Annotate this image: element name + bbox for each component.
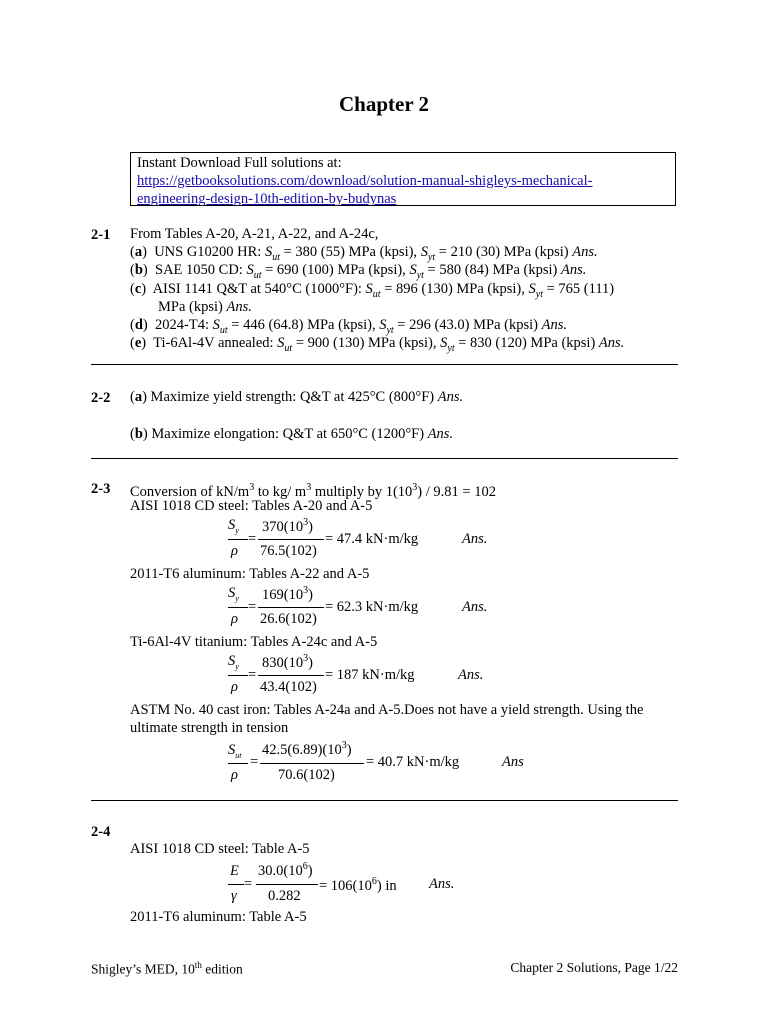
problem-2-3-castiron-label-cont: ultimate strength in tension — [130, 720, 289, 736]
problem-2-3-castiron-label: ASTM No. 40 cast iron: Tables A-24a and A-5.Does not have a yield strength. Using the — [130, 702, 644, 718]
divider — [91, 800, 678, 801]
page-title: Chapter 2 — [338, 92, 430, 116]
footer-page-number: Chapter 2 Solutions, Page 1/22 — [510, 960, 678, 975]
download-notice-box — [130, 152, 676, 206]
problem-2-4-aluminum-label: 2011-T6 aluminum: Table A-5 — [130, 909, 307, 925]
problem-2-3-conversion: Conversion of $kN/m^3$ to kg/ $m^3$ multiply by $1(10^3) / 9.81 = 102$ — [130, 482, 496, 500]
divider — [91, 364, 678, 365]
problem-number-2-4: 2-4 — [91, 824, 111, 840]
solutions-link[interactable] — [137, 173, 592, 207]
problem-2-1-part-d: (d) 2024-T4: $S_{ut} = 446$ (64.8) MPa (kpsi), $S_{yt} = 296$ (43.0) MPa (kpsi) Ans. — [130, 317, 567, 336]
problem-number-2-3: 2-3 — [91, 481, 111, 497]
problem-2-1-part-c: (c) AISI 1141 Q&T at 540°C (1000°F): $S_{ut} = 896$ (130) MPa (kpsi), $S_{yt} = 765$ (111) — [130, 281, 615, 300]
solutions-link-line1[interactable]: https://getbooksolutions.com/download/solution-manual-shigleys-mechanical- — [137, 173, 593, 189]
problem-2-2-part-b: (b) Maximize elongation: Q&T at 650°C (1200°F) Ans. — [130, 426, 454, 442]
problem-2-3-steel-label: AISI 1018 CD steel: Tables A-20 and A-5 — [130, 498, 373, 514]
problem-2-1-intro: From Tables A-20, A-21, A-22, and A-24c, — [130, 226, 379, 242]
problem-2-2-part-a: (a) Maximize yield strength: Q&T at 425°C (800°F) Ans. — [130, 389, 464, 405]
problem-2-4-steel-label: AISI 1018 CD steel: Table A-5 — [130, 841, 310, 857]
divider — [91, 458, 678, 459]
problem-number-2-1: 2-1 — [91, 227, 111, 243]
problem-2-1-part-a: (a) UNS G10200 HR: $S_{ut} = 380$ (55) MPa (kpsi), $S_{yt} = 210$ (30) MPa (kpsi) Ans. — [130, 244, 598, 263]
footer-edition: Shigley’s MED, 10th edition — [91, 960, 243, 977]
problem-2-1-part-b: (b) SAE 1050 CD: $S_{ut} = 690$ (100) MPa (kpsi), $S_{yt} = 580$ (84) MPa (kpsi) Ans. — [130, 262, 587, 281]
notice-text: Instant Download Full solutions at: — [137, 155, 342, 171]
solutions-link-line2[interactable]: engineering-design-10th-edition-by-budynas — [137, 191, 397, 207]
problem-2-1-part-c-cont: MPa (kpsi) Ans. — [158, 299, 252, 315]
problem-2-3-titanium-label: Ti-6Al-4V titanium: Tables A-24c and A-5 — [130, 634, 378, 650]
problem-2-3-aluminum-label: 2011-T6 aluminum: Tables A-22 and A-5 — [130, 566, 370, 582]
problem-2-1-part-e: (e) Ti-6Al-4V annealed: $S_{ut} = 900$ (130) MPa (kpsi), $S_{yt} = 830$ (120) MPa (kpsi) Ans. — [130, 335, 625, 354]
problem-number-2-2: 2-2 — [91, 390, 111, 406]
